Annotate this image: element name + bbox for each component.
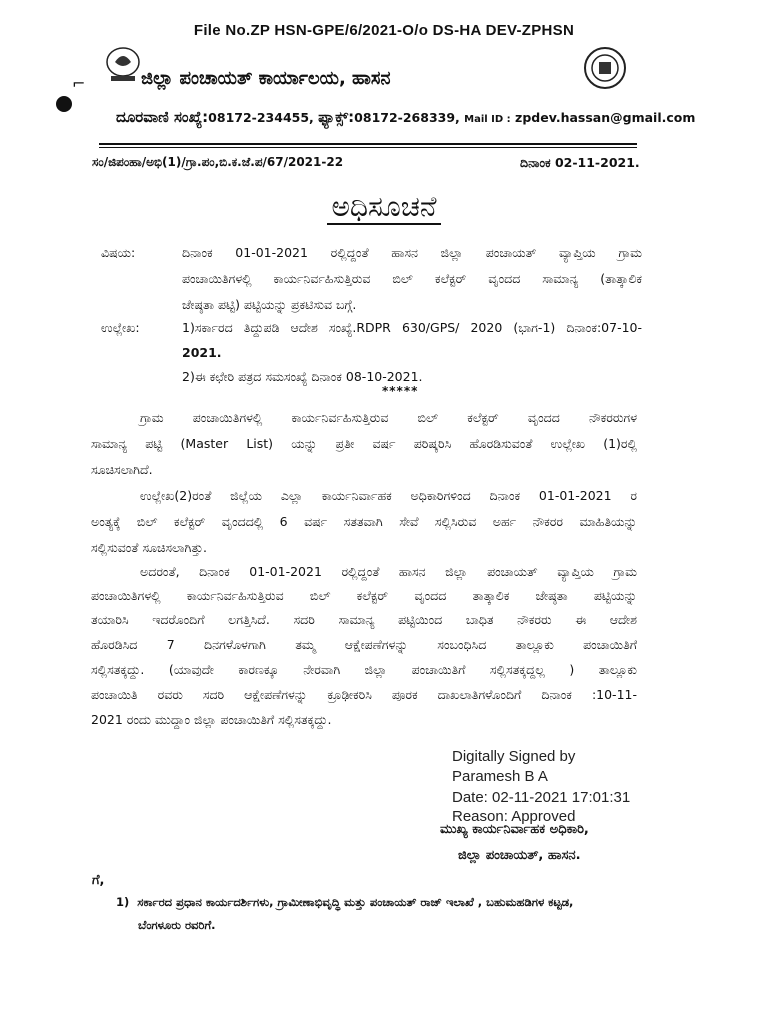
- district-seal-right: [583, 46, 627, 90]
- copy-to-item-1: [116, 895, 573, 910]
- title-text: ಅಧಿಸೂಚನೆ: [327, 190, 440, 225]
- fax-number: 08172-268339,: [354, 110, 460, 125]
- para3-line-6: ಪಂಚಾಯಿತಿ ರವರು ಸದರಿ ಆಕ್ಷೇಪಣೆಗಳನ್ನು ಕ್ರೂಢೀಕರಿಸಿ ಪೂರಕ ದಾಖಲಾತಿಗಳೊಂದಿಗೆ ದಿನಾಂಕ :10-11-: [91, 687, 637, 702]
- copy-to-label: ಗೆ,: [92, 873, 105, 888]
- para2-line-3: ಸಲ್ಲಿಸುವಂತೆ ಸೂಚಿಸಲಾಗಿತ್ತು.: [91, 540, 207, 555]
- subject-line-3: ಜೇಷ್ಠತಾ ಪಟ್ಟಿ) ಪಟ್ಟಿಯನ್ನು ಪ್ರಕಟಿಸುವ ಬಗ್ಗೆ.: [182, 297, 357, 312]
- mail-label: Mail ID :: [464, 114, 511, 125]
- mail-address: zpdev.hassan@gmail.com: [515, 110, 696, 125]
- para1-line-3: ಸೂಚಿಸಲಾಗಿದೆ.: [91, 462, 153, 477]
- signature-signer: Paramesh B A: [452, 768, 548, 785]
- office-name: ಜಿಲ್ಲಾ ಪಂಚಾಯತ್ ಕಾರ್ಯಾಲಯ, ಹಾಸನ: [141, 68, 391, 89]
- reference-label: ಉಲ್ಲೇಖ:: [101, 320, 140, 335]
- copy-to-item-1-text: ಸರ್ಕಾರದ ಪ್ರಧಾನ ಕಾರ್ಯದರ್ಶಿಗಳು, ಗ್ರಾಮೀಣಾಭಿವೃದ್ಧಿ ಮತ್ತು ಪಂಚಾಯತ್ ರಾಜ್ ಇಲಾಖೆ , ಬಹುಮಹಡಿಗಳ ಕಟ್ಟಡ,: [137, 895, 574, 909]
- signature-line-1: Digitally Signed by: [452, 748, 576, 765]
- para2-line-2: ಅಂತ್ಯಕ್ಕೆ ಬಿಲ್ ಕಲೆಕ್ಟರ್ ವೃಂದದಲ್ಲಿ 6 ವರ್ಷ ಸತತವಾಗಿ ಸೇವೆ ಸಲ್ಲಿಸಿರುವ ಅರ್ಹ ನೌಕರರ ಮಾಹಿತಿಯನ್ನು: [91, 514, 637, 529]
- section-separator: *****: [382, 384, 419, 398]
- document-title: [0, 190, 768, 224]
- para3-line-7: 2021 ರಂದು ಮುದ್ದಾಂ ಜಿಲ್ಲಾ ಪಂಚಾಯಿತಿಗೆ ಸಲ್ಲಿಸತಕ್ಕದ್ದು.: [91, 712, 332, 727]
- para1-line-2: ಸಾಮಾನ್ಯ ಪಟ್ಟಿ (Master List) ಯನ್ನು ಪ್ರತೀ ವರ್ಷ ಪರಿಷ್ಕರಿಸಿ ಹೊರಡಿಸುವಂತೆ ಉಲ್ಲೇಖ (1)ರಲ್ಲಿ: [91, 436, 637, 451]
- phone-label: ದೂರವಾಣಿ ಸಂಖ್ಯೆ:: [116, 108, 209, 126]
- subject-label: ವಿಷಯ:: [101, 245, 136, 260]
- header-divider: [99, 143, 637, 145]
- contact-line: [116, 108, 695, 126]
- punch-hole: [56, 96, 72, 112]
- copy-to-item-1-number: 1): [116, 895, 130, 909]
- phone-number: 08172-234455,: [208, 110, 314, 125]
- copy-to-item-1-line-2: ಬೆಂಗಳೂರು ರವರಿಗೆ.: [138, 918, 216, 932]
- reference-line-2: 2021.: [182, 345, 222, 360]
- reference-line-1: 1)ಸರ್ಕಾರದ ತಿದ್ದುಪಡಿ ಆದೇಶ ಸಂಖ್ಯೆ.RDPR 630/GPS/ 2020 (ಭಾಗ-1) ದಿನಾಂಕ:07-10-: [182, 320, 642, 335]
- file-number: File No.ZP HSN-GPE/6/2021-O/o DS-HA DEV-ZPHSN: [193, 22, 575, 39]
- reference-line-3: 2)ಈ ಕಛೇರಿ ಪತ್ರದ ಸಮಸಂಖ್ಯೆ ದಿನಾಂಕ 08-10-2021.: [182, 369, 423, 384]
- subject-line-2: ಪಂಚಾಯಿತಿಗಳಲ್ಲಿ ಕಾರ್ಯನಿರ್ವಹಿಸುತ್ತಿರುವ ಬಿಲ್ ಕಲೆಕ್ಟರ್ ವೃಂದದ ಸಾಮಾನ್ಯ (ತಾತ್ಕಾಲಿಕ: [182, 271, 642, 286]
- para3-line-4: ಹೊರಡಿಸಿದ 7 ದಿನಗಳೊಳಗಾಗಿ ತಮ್ಮ ಆಕ್ಷೇಪಣೆಗಳನ್ನು ಸಂಬಂಧಿಸಿದ ತಾಲ್ಲೂಕು ಪಂಚಾಯಿತಿಗೆ: [91, 637, 637, 652]
- para3-line-2: ಪಂಚಾಯಿತಿಗಳಲ್ಲಿ ಕಾರ್ಯನಿರ್ವಹಿಸುತ್ತಿರುವ ಬಿಲ್ ಕಲೆಕ್ಟರ್ ವೃಂದದ ತಾತ್ಕಾಲಿಕ ಜೇಷ್ಠತಾ ಪಟ್ಟಿಯನ್ನು: [91, 588, 637, 603]
- header-divider-thin: [99, 147, 637, 148]
- fax-label: ಫ್ಯಾಕ್ಸ್:: [318, 108, 355, 126]
- para3-line-3: ತಯಾರಿಸಿ ಇದರೊಂದಿಗೆ ಲಗತ್ತಿಸಿದೆ. ಸದರಿ ಸಾಮಾನ್ಯ ಪಟ್ಟಿಯಿಂದ ಬಾಧಿತ ನೌಕರರು ಈ ಆದೇಶ: [91, 612, 637, 627]
- signing-officer: ಮುಖ್ಯ ಕಾರ್ಯನಿರ್ವಾಹಕ ಅಧಿಕಾರಿ,: [440, 822, 589, 837]
- para3-line-5: ಸಲ್ಲಿಸತಕ್ಕದ್ದು. (ಯಾವುದೇ ಕಾರಣಕ್ಕೂ ನೇರವಾಗಿ ಜಿಲ್ಲಾ ಪಂಚಾಯಿತಿಗೆ ಸಲ್ಲಿಸತಕ್ಕದ್ದಲ್ಲ ) ತಾಲ್ಲೂಕು: [91, 662, 637, 677]
- para1-line-1: ಗ್ರಾಮ ಪಂಚಾಯಿತಿಗಳಲ್ಲಿ ಕಾರ್ಯನಿರ್ವಹಿಸುತ್ತಿರುವ ಬಿಲ್ ಕಲೆಕ್ಟರ್ ವೃಂದದ ನೌಕರರುಗಳ: [140, 410, 637, 425]
- signature-date: Date: 02-11-2021 17:01:31: [452, 789, 631, 806]
- para2-line-1: ಉಲ್ಲೇಖ(2)ರಂತೆ ಜಿಲ್ಲೆಯ ಎಲ್ಲಾ ಕಾರ್ಯನಿರ್ವಾಹಕ ಅಧಿಕಾರಿಗಳಿಂದ ದಿನಾಂಕ 01-01-2021 ರ: [140, 488, 637, 503]
- para3-line-1: ಅದರಂತೆ, ದಿನಾಂಕ 01-01-2021 ರಲ್ಲಿದ್ದಂತೆ ಹಾಸನ ಜಿಲ್ಲಾ ಪಂಚಾಯತ್ ವ್ಯಾಪ್ತಿಯ ಗ್ರಾಮ: [140, 564, 637, 579]
- document-date: ದಿನಾಂಕ 02-11-2021.: [520, 155, 640, 170]
- subject-line-1: ದಿನಾಂಕ 01-01-2021 ರಲ್ಲಿದ್ದಂತೆ ಹಾಸನ ಜಿಲ್ಲಾ ಪಂಚಾಯತ್ ವ್ಯಾಪ್ತಿಯ ಗ್ರಾಮ: [182, 245, 642, 260]
- margin-mark: ⌐: [72, 74, 86, 93]
- reference-number: ಸಂ/ಜಿಪಂಹಾ/ಅಭಿ(1)/ಗ್ರಾ.ಪಂ,ಬಿ.ಕ.ಜೆ.ಪ/67/2021-22: [92, 155, 344, 169]
- signing-office: ಜಿಲ್ಲಾ ಪಂಚಾಯತ್, ಹಾಸನ.: [458, 848, 581, 863]
- signature-reason: Reason: Approved: [452, 808, 576, 825]
